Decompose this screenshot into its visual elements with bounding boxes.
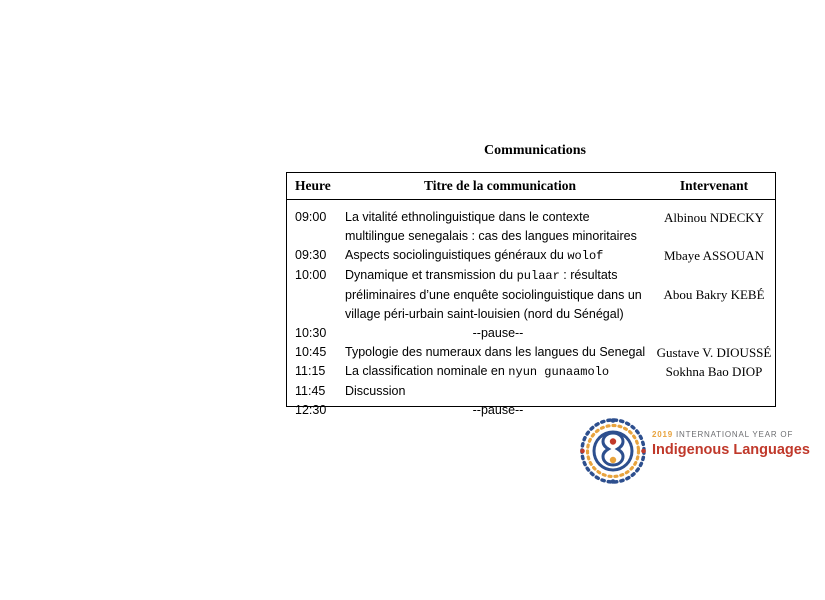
- title-line: [345, 305, 651, 324]
- table-row: [287, 382, 775, 401]
- logo-mark-icon: [580, 418, 646, 484]
- cell-time: 10:30: [295, 326, 327, 340]
- logo-text: [652, 430, 810, 458]
- cell-speaker: Albinou NDECKY: [663, 210, 765, 225]
- term-emphasis: wolof: [567, 249, 604, 263]
- cell-speaker: Mbaye ASSOUAN: [663, 248, 765, 263]
- title-text: multilingue senegalais : cas des langues minoritaires: [345, 229, 637, 243]
- title-text: --pause--: [472, 403, 524, 417]
- cell-title: [345, 246, 655, 266]
- title-text: Dynamique et transmission du: [345, 268, 517, 282]
- table-row: [287, 208, 775, 246]
- cell-time: 10:45: [295, 345, 327, 359]
- table-row: [287, 343, 775, 362]
- title-line: [345, 286, 651, 305]
- cell-title: [345, 382, 655, 401]
- cell-time: 11:45: [295, 384, 326, 398]
- title-text: La classification nominale en: [345, 364, 509, 378]
- cell-title: [345, 266, 655, 324]
- cell-time: 11:15: [295, 364, 326, 378]
- cell-speaker: Gustave V. DIOUSSÉ: [656, 345, 772, 360]
- term-emphasis: nyun gunaamolo: [508, 365, 610, 379]
- cell-speaker: Sokhna Bao DIOP: [665, 364, 763, 379]
- title-text: préliminaires d’une enquête sociolinguistique dans un: [345, 288, 642, 302]
- table-header-row: [287, 173, 775, 200]
- page-title: Communications: [484, 143, 586, 158]
- table-row: [287, 324, 775, 343]
- title-text: Discussion: [345, 384, 406, 398]
- communications-table: [286, 172, 776, 417]
- title-text: Aspects sociolinguistiques généraux du: [345, 248, 568, 262]
- title-line: [345, 227, 651, 246]
- column-header-speaker: Intervenant: [679, 178, 749, 193]
- column-header-title: Titre de la communication: [423, 178, 577, 193]
- title-line: [345, 382, 651, 401]
- title-text: --pause--: [472, 326, 524, 340]
- table-row: [287, 362, 775, 382]
- cell-title: [345, 208, 655, 246]
- term-emphasis: pulaar: [516, 269, 560, 283]
- title-line: [345, 362, 651, 382]
- logo-tagline-text: INTERNATIONAL YEAR OF: [676, 430, 794, 439]
- cell-time: 10:00: [295, 268, 327, 282]
- title-text: : résultats: [559, 268, 618, 282]
- logo-name: Indigenous Languages: [652, 442, 810, 458]
- table-row: [287, 246, 775, 266]
- cell-time: 12:30: [295, 403, 327, 417]
- cell-title: [345, 362, 655, 382]
- indigenous-languages-logo: [580, 418, 810, 488]
- table-row: [287, 266, 775, 324]
- title-line: [345, 266, 651, 286]
- cell-time: 09:30: [295, 248, 327, 262]
- title-text: Typologie des numeraux dans les langues du Senegal: [345, 345, 646, 359]
- title-line: [345, 343, 651, 362]
- column-header-time: Heure: [295, 178, 331, 193]
- logo-year: 2019: [652, 430, 673, 439]
- title-line: [345, 324, 651, 343]
- cell-time: 09:00: [295, 210, 327, 224]
- title-text: La vitalité ethnolinguistique dans le contexte: [345, 210, 590, 224]
- title-line: [345, 246, 651, 266]
- title-text: village péri-urbain saint-louisien (nord du Sénégal): [345, 307, 624, 321]
- table-body: [287, 200, 775, 420]
- cell-title: [345, 324, 655, 343]
- cell-speaker: Abou Bakry KEBÉ: [663, 287, 765, 302]
- logo-tagline: [652, 430, 792, 439]
- cell-title: [345, 343, 655, 362]
- title-line: [345, 208, 651, 227]
